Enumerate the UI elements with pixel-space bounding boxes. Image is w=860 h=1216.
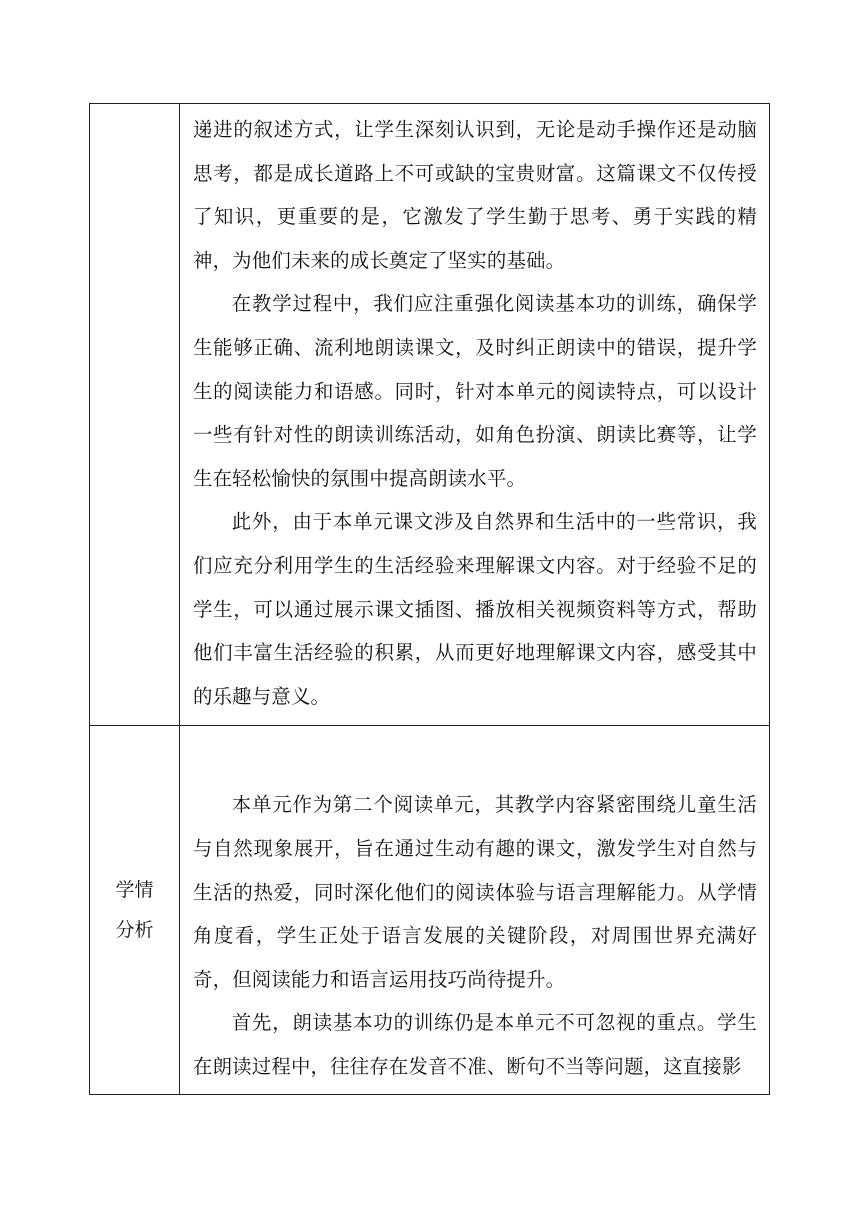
row-label-cell [90, 104, 180, 726]
lesson-plan-table [89, 103, 770, 1095]
row-content-cell [180, 726, 770, 1095]
table-row [90, 104, 770, 726]
table-row [90, 726, 770, 1095]
paragraph: 此外，由于本单元课文涉及自然界和生活中的一些常识，我们应充分利用学生的生活经验来理解课文内容。对于经验不足的学生，可以通过展示课文插图、播放相关视频资料等方式，帮助他们丰富生活经验的积累，从而更好地理解课文内容，感受其中的乐趣与意义。 [193, 510, 757, 708]
row-label-line: 学情 [115, 879, 154, 902]
paragraph: 递进的叙述方式，让学生深刻认识到，无论是动手操作还是动脑思考，都是成长道路上不可或缺的宝贵财富。这篇课文不仅传授了知识，更重要的是，它激发了学生勤于思考、勇于实践的精神，为他们未来的成长奠定了坚实的基础。 [193, 118, 757, 272]
row-content-cell [180, 104, 770, 726]
paragraph: 本单元作为第二个阅读单元，其教学内容紧密围绕儿童生活与自然现象展开，旨在通过生动有趣的课文，激发学生对自然与生活的热爱，同时深化他们的阅读体验与语言理解能力。从学情角度看，学生正处于语言发展的关键阶段，对周围世界充满好奇，但阅读能力和语言运用技巧尚待提升。 [193, 793, 757, 991]
row-label-cell [90, 726, 180, 1095]
paragraph: 首先，朗读基本功的训练仍是本单元不可忽视的重点。学生在朗读过程中，往往存在发音不准、断句不当等问题，这直接影 [193, 1011, 757, 1078]
row-label-line: 分析 [115, 919, 154, 942]
paragraph: 在教学过程中，我们应注重强化阅读基本功的训练，确保学生能够正确、流利地朗读课文，及时纠正朗读中的错误，提升学生的阅读能力和语感。同时，针对本单元的阅读特点，可以设计一些有针对性的朗读训练活动，如角色扮演、朗读比赛等，让学生在轻松愉快的氛围中提高朗读水平。 [193, 292, 757, 490]
